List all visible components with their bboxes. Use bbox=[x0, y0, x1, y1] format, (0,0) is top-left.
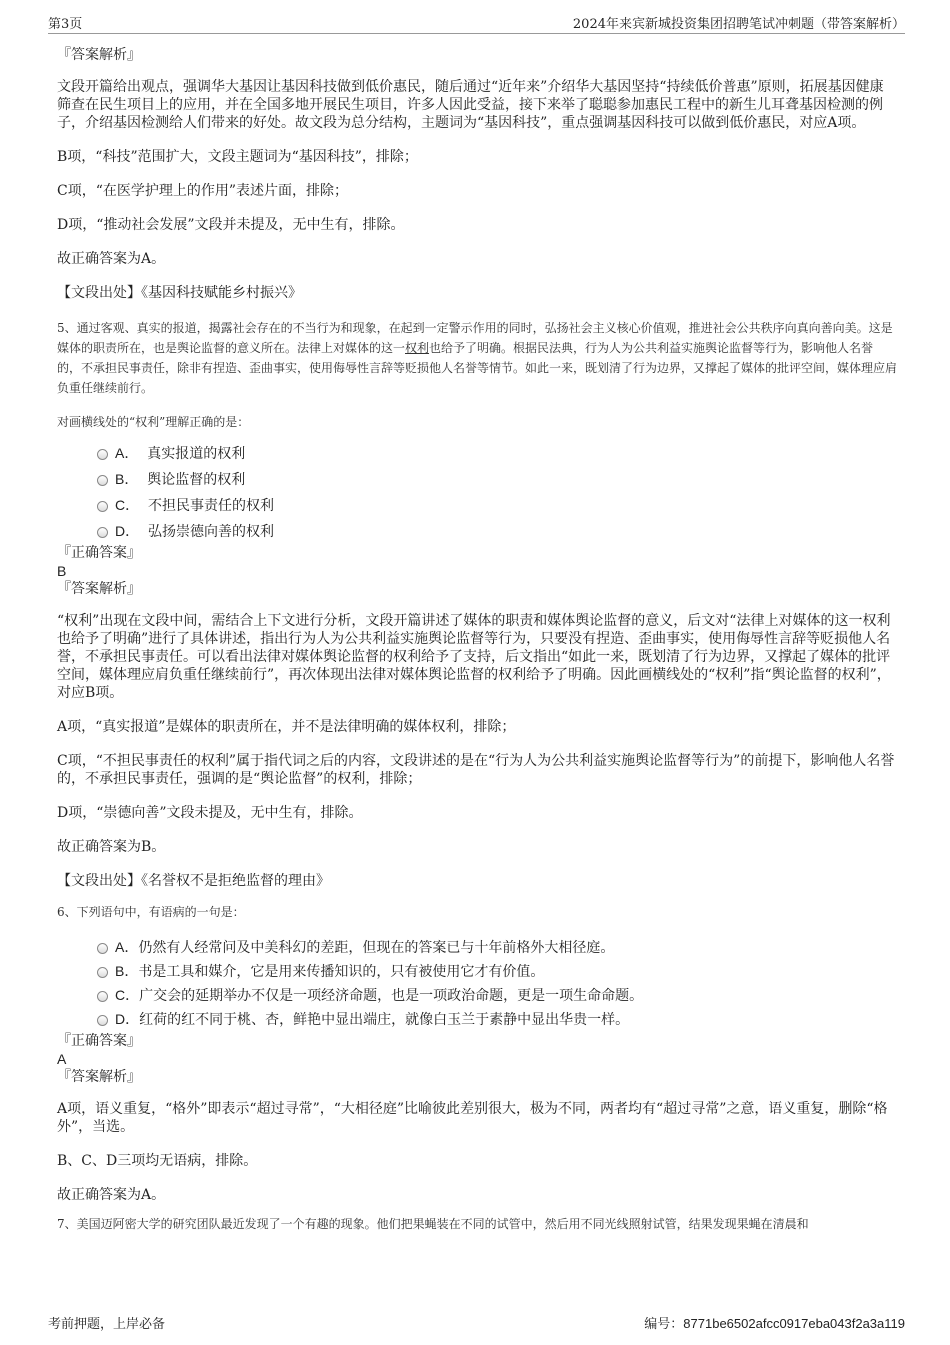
q5-analysis-p3: C项，“不担民事责任的权利”属于指代词之后的内容，文段讲述的是在“行为人为公共利益实施舆论监督等行为”的前提下，影响他人名誉的，不承担民事责任，强调的是“舆论监督”的权利，排除； bbox=[57, 753, 895, 787]
q5-analysis-p1: “权利”出现在文段中间，需结合上下文进行分析，文段开篇讲述了媒体的职责和媒体舆论监督的意义，后文对“法律上对媒体的这一权利也给予了明确”进行了具体讲述，指出行为人为公共利益实施舆论监督等行为，只要没有捏造、歪曲事实，使用侮辱性言辞等贬损他人名誉，不承担民事责任。可以看出法律对媒体舆论监督的权利给予了支持，后文指出“如此一来，既划清了行为边界，又撑起了媒体的批评空间，媒体理应肩负重任继续前行”，再次体现出法律对媒体舆论监督的权利给予了明确。因此画横线处的“权利”指“舆论监督的权利”，对应B项。 bbox=[57, 613, 891, 701]
radio-icon[interactable] bbox=[97, 991, 108, 1002]
page-header bbox=[48, 13, 905, 34]
footer-slogan: 考前押题，上岸必备 bbox=[48, 1317, 166, 1332]
q5-option-d[interactable]: D． 弘扬崇德向善的权利 bbox=[57, 522, 897, 544]
q6-option-b[interactable]: B．书是工具和媒介，它是用来传播知识的，只有被使用它才有价值。 bbox=[57, 962, 897, 986]
q4-analysis-p2: B项，“科技”范围扩大，文段主题词为“基因科技”，排除； bbox=[57, 149, 418, 165]
q4-analysis-label: 『答案解析』 bbox=[57, 47, 141, 63]
q6-analysis-label: 『答案解析』 bbox=[57, 1069, 141, 1085]
radio-icon[interactable] bbox=[97, 449, 108, 460]
q6-option-d[interactable]: D．红荷的红不同于桃、杏，鲜艳中显出端庄，就像白玉兰于素静中显出华贵一样。 bbox=[57, 1010, 897, 1032]
q6-correct-label: 『正确答案』 bbox=[57, 1033, 141, 1049]
radio-icon[interactable] bbox=[97, 1015, 108, 1026]
page-number: 第3页 bbox=[48, 17, 83, 32]
q5-analysis-p2: A项，“真实报道”是媒体的职责所在，并不是法律明确的媒体权利，排除； bbox=[57, 719, 516, 735]
document-title: 2024年来宾新城投资集团招聘笔试冲刺题（带答案解析） bbox=[572, 17, 905, 32]
q6-option-a[interactable]: A．仍然有人经常问及中美科幻的差距，但现在的答案已与十年前格外大相径庭。 bbox=[57, 938, 897, 962]
document-code: 编号：8771be6502afcc0917eba043f2a3a119 bbox=[644, 1316, 905, 1332]
q4-analysis-p3: C项，“在医学护理上的作用”表述片面，排除； bbox=[57, 183, 349, 199]
q5-analysis-p4: D项，“崇德向善”文段未提及，无中生有，排除。 bbox=[57, 805, 363, 821]
q5-source: 【文段出处】《名誉权不是拒绝监督的理由》 bbox=[57, 873, 330, 889]
q5-prompt: 对画横线处的“权利”理解正确的是： bbox=[57, 415, 250, 429]
q4-analysis-p5: 故正确答案为A。 bbox=[57, 251, 166, 267]
radio-icon[interactable] bbox=[97, 967, 108, 978]
q5-option-c[interactable]: C． 不担民事责任的权利 bbox=[57, 496, 897, 522]
q5-correct-answer: B bbox=[57, 563, 67, 579]
radio-icon[interactable] bbox=[97, 943, 108, 954]
q6-analysis-p3: 故正确答案为A。 bbox=[57, 1187, 166, 1203]
radio-icon[interactable] bbox=[97, 527, 108, 538]
q5-option-b[interactable]: B． 舆论监督的权利 bbox=[57, 470, 897, 496]
q5-analysis-p5: 故正确答案为B。 bbox=[57, 839, 166, 855]
q6-correct-answer: A bbox=[57, 1051, 67, 1067]
q6-option-c[interactable]: C．广交会的延期举办不仅是一项经济命题，也是一项政治命题，更是一项生命命题。 bbox=[57, 986, 897, 1010]
q4-analysis-p4: D项，“推动社会发展”文段并未提及，无中生有，排除。 bbox=[57, 217, 405, 233]
page-content bbox=[57, 46, 897, 1234]
underlined-word: 权利 bbox=[405, 341, 430, 355]
q5-analysis-label: 『答案解析』 bbox=[57, 581, 141, 597]
radio-icon[interactable] bbox=[97, 475, 108, 486]
q7-stem: 7、美国迈阿密大学的研究团队最近发现了一个有趣的现象。他们把果蝇装在不同的试管中，然后用不同光线照射试管，结果发现果蝇在清晨和 bbox=[57, 1217, 809, 1231]
q6-analysis-p2: B、C、D三项均无语病，排除。 bbox=[57, 1153, 258, 1169]
q4-analysis-p1: 文段开篇给出观点，强调华大基因让基因科技做到低价惠民，随后通过“近年来”介绍华大基因坚持“持续低价普惠”原则，拓展基因健康筛查在民生项目上的应用，并在全国多地开展民生项目，许多人因此受益，接下来举了聪聪参加惠民工程中的新生儿耳聋基因检测的例子，介绍基因检测给人们带来的好处。故文段为总分结构，主题词为“基因科技”，重点强调基因科技可以做到低价惠民，对应A项。 bbox=[57, 79, 884, 131]
q4-source: 【文段出处】《基因科技赋能乡村振兴》 bbox=[57, 285, 302, 301]
q6-analysis-p1: A项，语义重复，“格外”即表示“超过寻常”，“大相径庭”比喻彼此差别很大，极为不同，两者均有“超过寻常”之意，语义重复，删除“格外”，当选。 bbox=[57, 1101, 888, 1135]
q5-stem: 5、通过客观、真实的报道，揭露社会存在的不当行为和现象，在起到一定警示作用的同时，弘扬社会主义核心价值观，推进社会公共秩序向真向善向美。这是媒体的职责所在，也是舆论监督的意义所在。法律上对媒体的这一权利也给予了明确。根据民法典，行为人为公共利益实施舆论监督等行为，影响他人名誉的，不承担民事责任，除非有捏造、歪曲事实，使用侮辱性言辞等贬损他人名誉等情节。如此一来，既划清了行为边界，又撑起了媒体的批评空间，媒体理应肩负重任继续前行。 bbox=[57, 321, 898, 395]
q5-option-a[interactable]: A． 真实报道的权利 bbox=[57, 444, 897, 470]
q6-stem: 6、下列语句中，有语病的一句是： bbox=[57, 905, 245, 919]
radio-icon[interactable] bbox=[97, 501, 108, 512]
q5-correct-label: 『正确答案』 bbox=[57, 545, 141, 561]
